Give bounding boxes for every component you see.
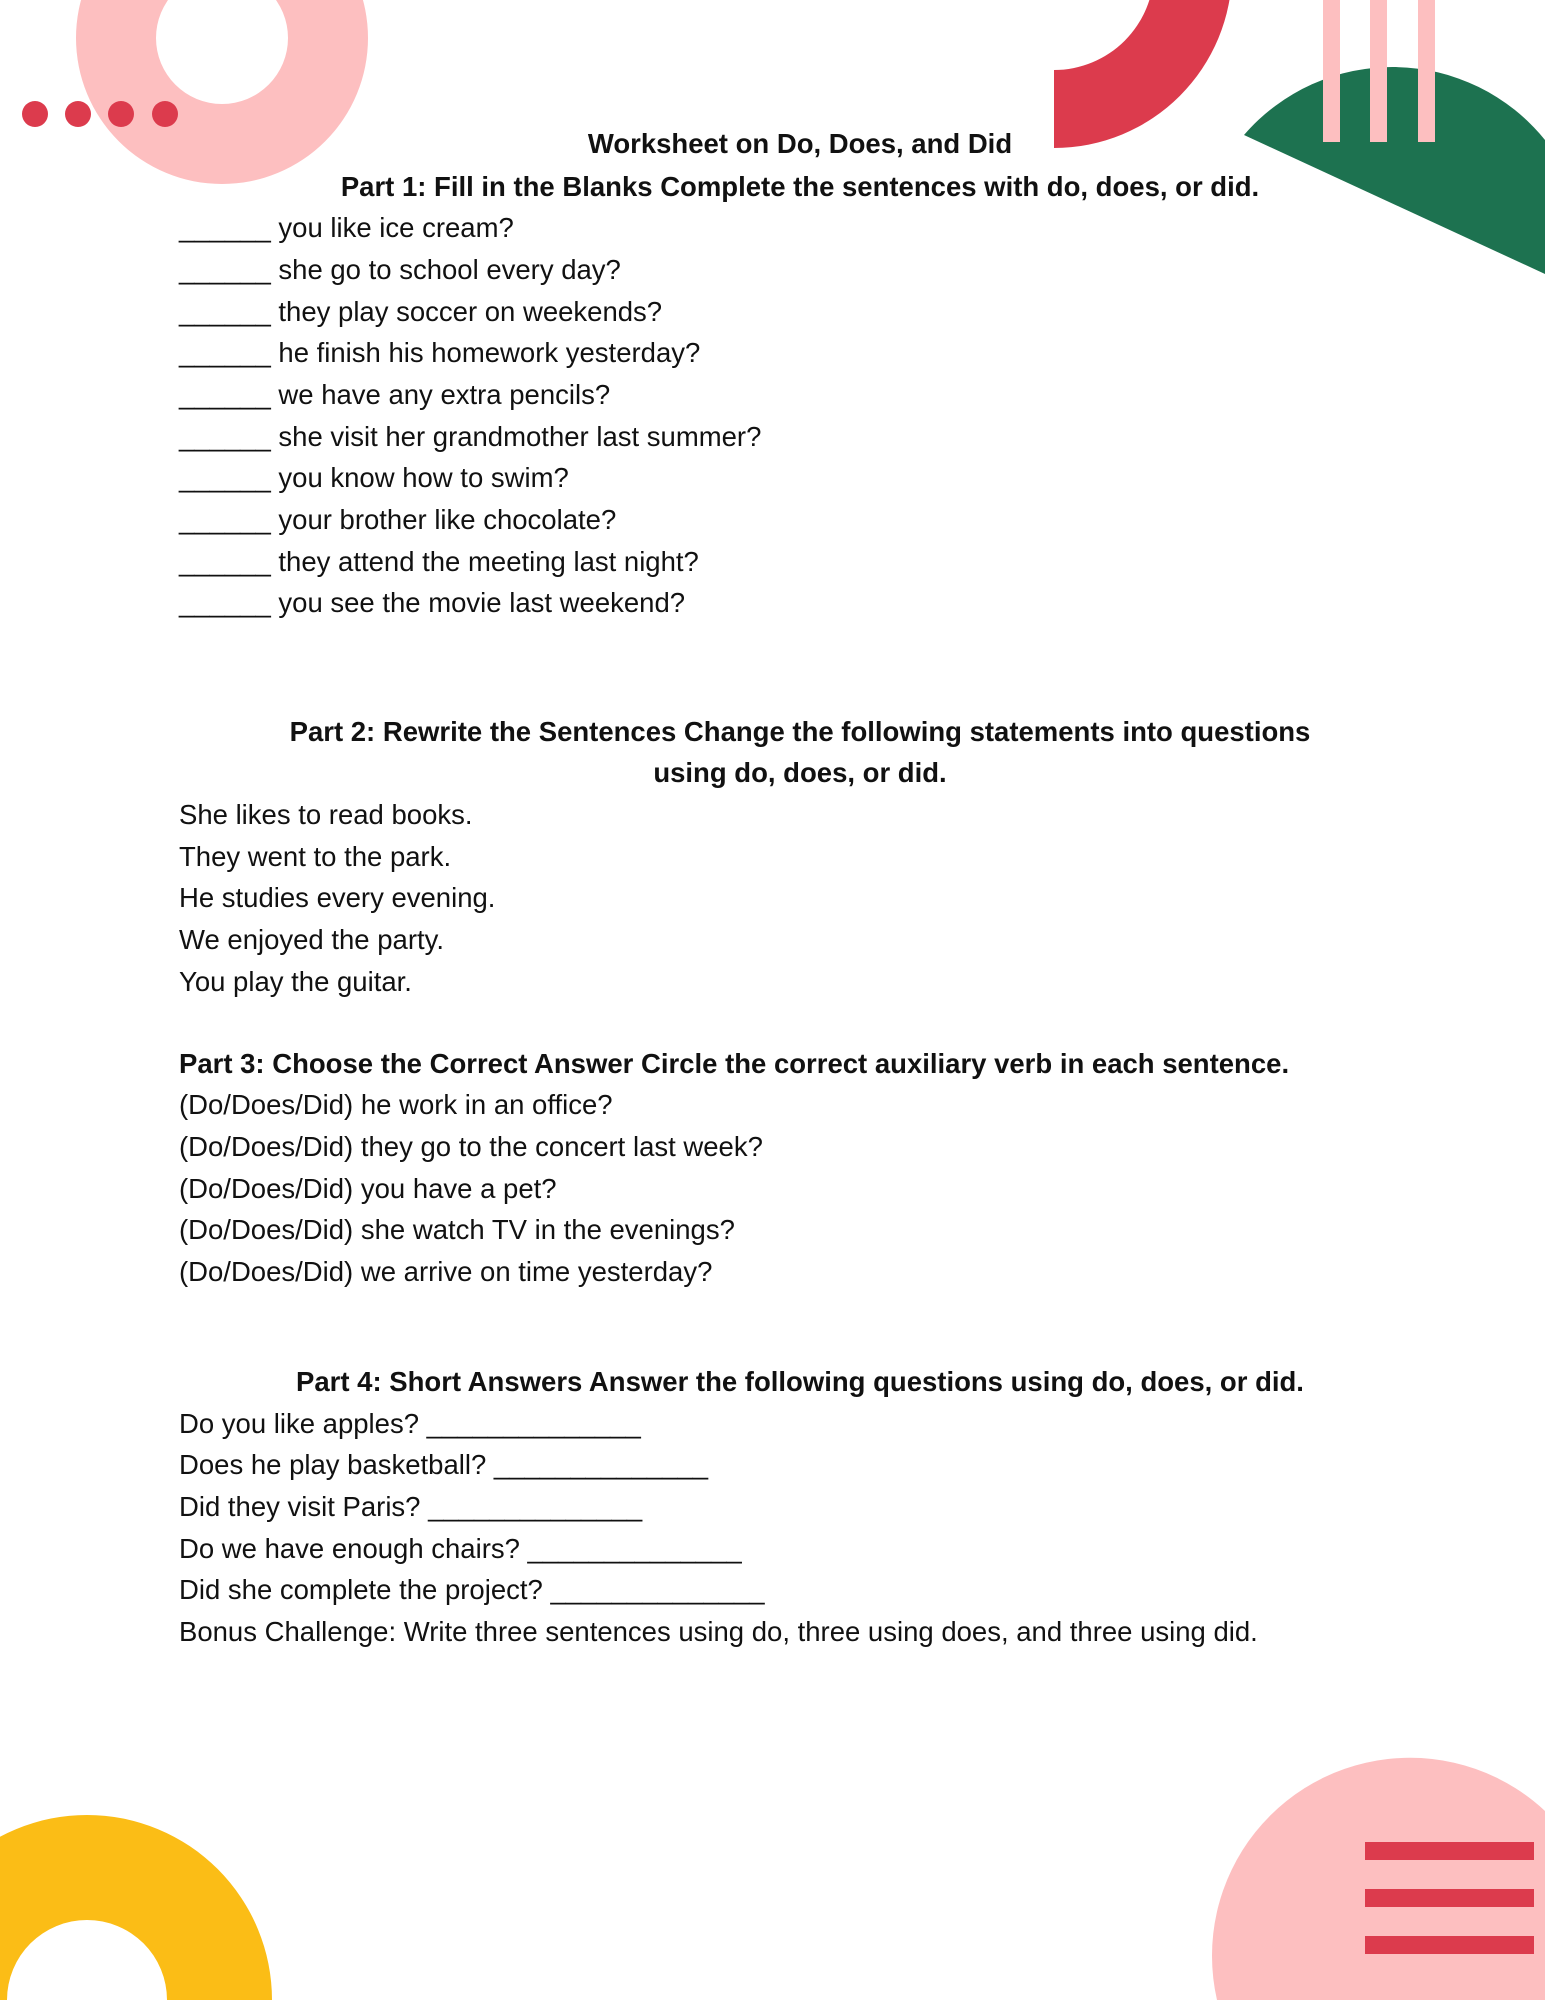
part4-item: Do we have enough chairs? ______________ [179, 1533, 742, 1564]
part1-item: ______ he finish his homework yesterday? [179, 337, 701, 368]
part1-heading: Part 1: Fill in the Blanks Complete the sentences with do, does, or did. [340, 171, 1260, 202]
part1-item: ______ they play soccer on weekends? [179, 296, 663, 327]
part1-item: ______ you see the movie last weekend? [179, 587, 686, 618]
part1-item: ______ you know how to swim? [179, 462, 569, 493]
bonus-challenge: Bonus Challenge: Write three sentences using do, three using does, and three using did. [179, 1616, 1258, 1647]
part2-heading-continued: using do, does, or did. [653, 757, 947, 788]
part4-heading: Part 4: Short Answers Answer the following questions using do, does, or did. [296, 1366, 1304, 1397]
part2-item: She likes to read books. [179, 799, 473, 830]
part4-item: Did she complete the project? ______________ [179, 1574, 765, 1605]
pink-bar [1418, 0, 1435, 142]
part1-item: ______ your brother like chocolate? [179, 504, 617, 535]
pink-bar [1323, 0, 1340, 142]
part3-item: (Do/Does/Did) we arrive on time yesterday? [179, 1256, 713, 1287]
part1-item: ______ we have any extra pencils? [179, 379, 611, 410]
part3-item: (Do/Does/Did) he work in an office? [179, 1089, 613, 1120]
red-half-ring-top [1054, 0, 1232, 148]
part2-item: We enjoyed the party. [179, 924, 444, 955]
red-bar [1365, 1936, 1534, 1954]
part3-heading: Part 3: Choose the Correct Answer Circle the correct auxiliary verb in each sentence. [179, 1048, 1290, 1079]
part1-item: ______ she go to school every day? [179, 254, 621, 285]
part2-heading: Part 2: Rewrite the Sentences Change the following statements into questions [289, 716, 1311, 747]
part2-item: He studies every evening. [179, 882, 496, 913]
part3-item: (Do/Does/Did) you have a pet? [179, 1173, 557, 1204]
red-dot [152, 101, 178, 127]
worksheet-title: Worksheet on Do, Does, and Did [587, 128, 1013, 159]
part4-item: Does he play basketball? ______________ [179, 1449, 709, 1480]
part4-item: Do you like apples? ______________ [179, 1408, 641, 1439]
pink-circle-bottom-right [1212, 1758, 1545, 2000]
red-dot [65, 101, 91, 127]
part1-item: ______ she visit her grandmother last summer? [179, 421, 762, 452]
part1-item: ______ you like ice cream? [179, 212, 514, 243]
part2-item: They went to the park. [179, 841, 452, 872]
red-bar [1365, 1889, 1534, 1907]
part3-item: (Do/Does/Did) they go to the concert last week? [179, 1131, 763, 1162]
red-bar [1365, 1842, 1534, 1860]
part4-item: Did they visit Paris? ______________ [179, 1491, 643, 1522]
yellow-ring-bottom-left [0, 1815, 272, 2000]
part2-item: You play the guitar. [179, 966, 412, 997]
pink-bar [1370, 0, 1387, 142]
part3-item: (Do/Does/Did) she watch TV in the evenings? [179, 1214, 735, 1245]
red-dot [108, 101, 134, 127]
part1-item: ______ they attend the meeting last night? [179, 546, 699, 577]
red-dot [22, 101, 48, 127]
